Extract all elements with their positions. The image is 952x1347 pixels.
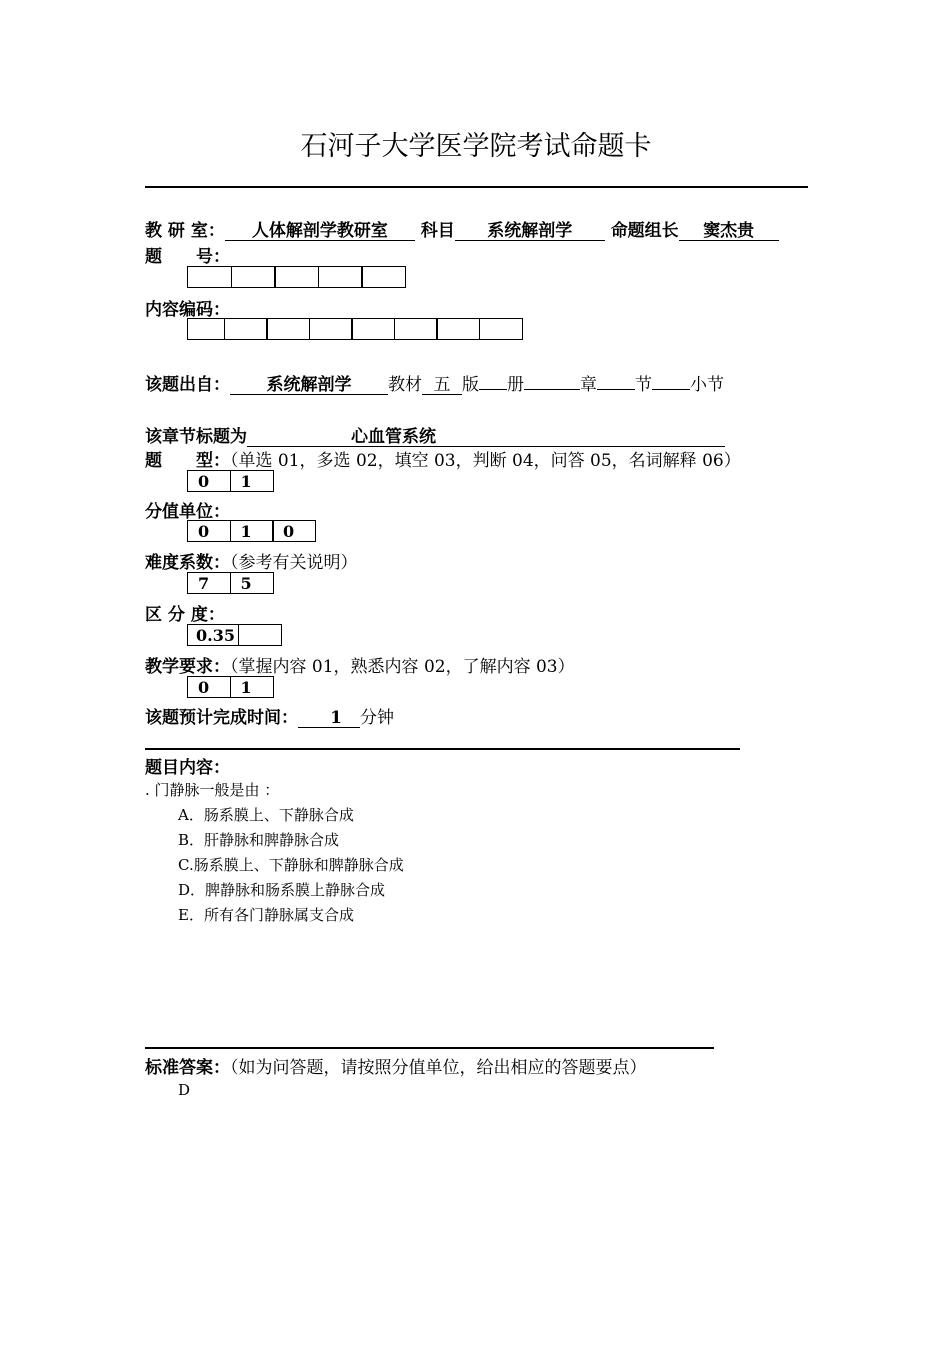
- chapter-blank: [524, 389, 580, 390]
- question-no-cell[interactable]: [361, 266, 406, 288]
- chapter-title-text: 心血管系统: [351, 427, 436, 447]
- difficulty-cell[interactable]: 7: [187, 572, 231, 594]
- requirement-label: 教学要求：: [145, 657, 230, 677]
- answer-note: （如为问答题，请按照分值单位，给出相应的答题要点）: [230, 1058, 647, 1078]
- chapter-title-row: [145, 422, 725, 447]
- content-code-cell[interactable]: [224, 318, 268, 340]
- subsection-label: 小节: [690, 375, 724, 395]
- answer-label: 标准答案：: [145, 1058, 230, 1078]
- answer-divider: [145, 1047, 714, 1049]
- header-row: [145, 216, 779, 241]
- source-book: 系统解剖学: [230, 376, 388, 395]
- chapter-label: 章: [580, 375, 597, 395]
- title-divider: [145, 186, 808, 188]
- score-label: 分值单位：: [145, 502, 230, 522]
- discrimination-boxes: [187, 624, 282, 646]
- time-value: [298, 709, 360, 728]
- chapter-title-value: [247, 428, 725, 447]
- option-e: E．所有各门静脉属支合成: [178, 906, 354, 924]
- subsection-blank: [652, 389, 690, 390]
- content-code-cell[interactable]: [187, 318, 225, 340]
- discrimination-cell[interactable]: 0.35: [187, 624, 239, 646]
- difficulty-cell[interactable]: 5: [230, 572, 274, 594]
- requirement-cell[interactable]: 0: [187, 676, 231, 698]
- qtype-boxes: [187, 470, 274, 492]
- difficulty-label: 难度系数：: [145, 553, 230, 573]
- content-code-boxes: [187, 318, 523, 340]
- answer-row: [145, 1053, 647, 1078]
- content-code-cell[interactable]: [436, 318, 480, 340]
- question-no-cell[interactable]: [318, 266, 363, 288]
- option-c: C.肠系膜上、下静脉和脾静脉合成: [178, 856, 404, 874]
- dept-value: 人体解剖学教研室: [225, 222, 415, 241]
- question-no-label: 题 号：: [145, 247, 230, 267]
- score-cell[interactable]: 0: [272, 520, 316, 542]
- leader-value: 窦杰贵: [679, 222, 779, 241]
- time-label: 该题预计完成时间：: [145, 708, 298, 728]
- question-no-cell[interactable]: [274, 266, 319, 288]
- dept-label: 教 研 室：: [145, 221, 225, 241]
- edition-suffix: 版: [462, 375, 479, 395]
- qtype-cell[interactable]: 0: [187, 470, 231, 492]
- leader-label: 命题组长: [610, 221, 679, 241]
- subject-value: 系统解剖学: [455, 222, 605, 241]
- content-code-cell[interactable]: [309, 318, 353, 340]
- question-no-cell[interactable]: [187, 266, 232, 288]
- content-code-cell[interactable]: [394, 318, 438, 340]
- discrimination-cell[interactable]: [238, 624, 282, 646]
- time-row: [145, 703, 394, 728]
- qtype-note: （单选 01，多选 02，填空 03，判断 04，问答 05，名词解释 06）: [230, 451, 741, 471]
- qtype-cell[interactable]: 1: [230, 470, 274, 492]
- answer-value: D: [178, 1081, 191, 1099]
- question-no-cell[interactable]: [231, 266, 276, 288]
- difficulty-row: [145, 548, 358, 573]
- requirement-note: （掌握内容 01，熟悉内容 02，了解内容 03）: [230, 657, 575, 677]
- question-stem: . 门静脉一般是由 ：: [145, 781, 280, 799]
- option-d: D．脾静脉和肠系膜上静脉合成: [178, 881, 386, 899]
- qtype-label: 题 型：: [145, 451, 230, 471]
- page-title: 石河子大学医学院考试命题卡: [300, 131, 652, 162]
- content-code-cell[interactable]: [266, 318, 310, 340]
- time-value-text: 1: [330, 708, 342, 728]
- score-cell[interactable]: 1: [230, 520, 274, 542]
- subject-label: 科目: [420, 221, 455, 241]
- requirement-row: [145, 652, 575, 677]
- requirement-boxes: [187, 676, 274, 698]
- source-row: [145, 370, 724, 395]
- section-label: 节: [635, 375, 652, 395]
- volume-label: 册: [507, 375, 524, 395]
- volume-blank: [479, 389, 507, 390]
- time-unit: 分钟: [360, 708, 394, 728]
- content-code-cell[interactable]: [351, 318, 395, 340]
- score-cell[interactable]: 0: [187, 520, 231, 542]
- question-no-boxes: [187, 266, 406, 288]
- source-label: 该题出自：: [145, 375, 230, 395]
- content-code-label: 内容编码：: [145, 300, 230, 320]
- edition-value: 五: [422, 376, 462, 395]
- question-label: 题目内容：: [145, 758, 230, 778]
- content-code-cell[interactable]: [479, 318, 523, 340]
- requirement-cell[interactable]: 1: [230, 676, 274, 698]
- discrimination-label: 区 分 度：: [145, 605, 225, 625]
- option-b: B．肝静脉和脾静脉合成: [178, 831, 340, 849]
- score-boxes: [187, 520, 316, 542]
- qtype-row: [145, 446, 741, 471]
- chapter-title-label: 该章节标题为: [145, 427, 247, 447]
- difficulty-boxes: [187, 572, 274, 594]
- content-divider: [145, 748, 740, 750]
- section-blank: [597, 389, 635, 390]
- difficulty-note: （参考有关说明）: [230, 553, 358, 573]
- option-a: A．肠系膜上、下静脉合成: [178, 806, 354, 824]
- textbook-label: 教材: [388, 375, 422, 395]
